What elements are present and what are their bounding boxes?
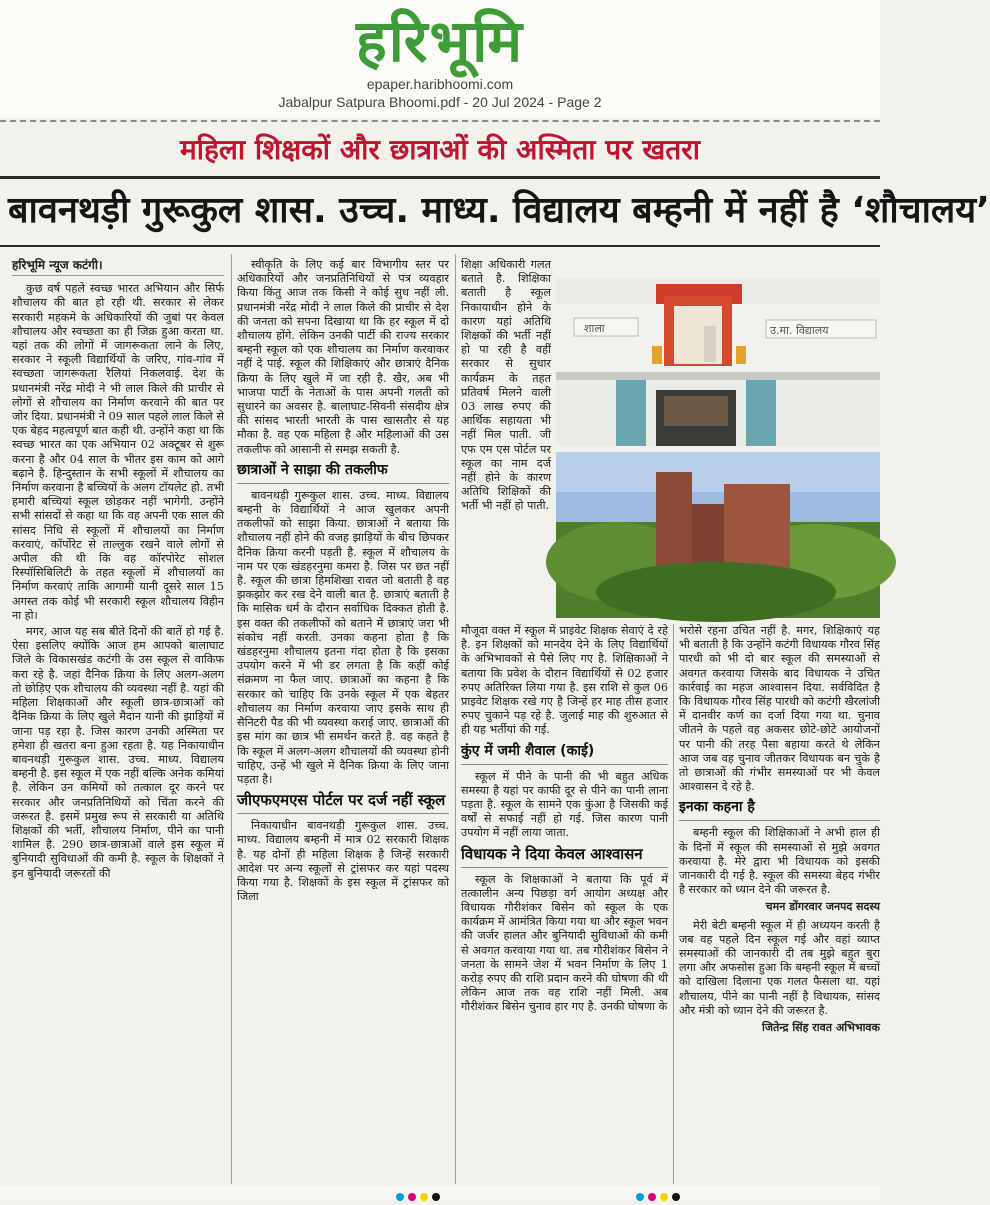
paragraph: मगर, आज यह सब बीते दिनों की बातें हो गई है. ऐसा इसलिए क्योंकि आज हम आपको बालाघाट जिले के विकासखंड कटंगी के उस स्कूल से वाकिफ करा रहे है. जहां दैनिक क्रिया के लिए अलग-अलग तो छोड़िए एक शौचालय की व्यवस्था नहीं है. यहां की महिला शिक्षकाओं और स्कूली छात्र-छात्राओं को दैनिक क्रिया के लिए खुले मैदान यानी की झाड़ियों में जाना पड़ रहा है. जिस कारण उनकी अस्मिता पर हमेशा ही खतरा बना हुआ रहता है. यह निकायाधीन बावनथड़ी गुरूकुल शास. उच्च. माध्य. विद्यालय बम्हनी है. इस स्कूल में एक नहीं बल्कि अनेक कमियां है. लेकिन उन कमियों को तत्काल दूर करने पर सरकार और जनप्रतिनिधियों को चिंता करने की जरूरत है. इसमें प्रमुख रूप से सरकारी या अतिथि शिक्षकों की भर्ती, शौचालय निर्माण, पीने का पानी शामिल है. 290 छात्र-छात्राओं वाले इस स्कूल में बुनियादी सुविधाओं की कमी है. स्कूल के शिक्षकों ने इन बुनियादी जरूरतों की — [12, 625, 224, 880]
school-building-photo — [556, 278, 880, 446]
subheading: कुंए में जमी शैवाल (काई) — [461, 742, 668, 765]
ruined-toilet-photo — [556, 452, 880, 618]
newspaper-logo: हरिभूमि — [355, 7, 525, 75]
column-2 — [237, 258, 449, 1186]
paragraph: बावनथड़ी गुरूकुल शास. उच्च. माध्य. विद्यालय बम्हनी के विद्यार्थियों ने आज खुलकर अपनी तकलीफों को साझा किया. छात्राओं ने बताया कि शौचालय नहीं होने की वजह झाड़ियों के बीच छिपकर दैनिक क्रिया करनी पड़ती है. स्कूल में शौचालय के नाम पर एक खंडहरनुमा कमरा है. जिस पर छत नहीं है. स्कूल की छात्रा हिमशिखा रावत जो बताती है वह झकझोर कर रख देने वाली बात है. छात्राएं बताती है कि मासिक धर्म के दौरान सर्वाधिक दिक्कत होती है. इस वक्त की तकलीफों को बताने में छात्राएं जरा भी संकोच नहीं करती. उनका कहना होता है कि खंडहरनुमा शौचालय इतना गंदा होता है कि इसका उपयोग करने में भी डर लगता है कि कहीं कोई संक्रमण ना फैल जाए. छात्राओं का कहना है कि सरकार को चाहिए कि उनके स्कूल में एक बेहतर शौचालय का निर्माण करवाया जाए इसके साथ ही सैनिटरी पैड की भी व्यवस्था कराई जाए. छात्राओं की इस मांग का छात्र भी समर्थन करते है. वह कहते है कि स्कूल में अलग-अलग शौचालयों की व्यवस्था होनी चाहिए, उन्हें भी खुले में दैनिक क्रिया के लिए जाना पड़ता है। — [237, 488, 449, 786]
epaper-url[interactable]: epaper.haribhoomi.com — [366, 76, 514, 92]
column-divider — [673, 624, 674, 1184]
paragraph: स्वीकृति के लिए कई बार विभागीय स्तर पर अधिकारियों और जनप्रतिनिधियों से पत्र व्यवहार किया किंतु आज तक किसी ने कोई सुध नहीं ली. प्रधानमंत्री नरेंद्र मोदी ने लाल किले की प्राचीर से देश की जनता को सपना दिखाया था कि हर स्कूल में दो शौचालय होंगे. लेकिन उनकी पार्टी की राज्य सरकार बम्हनी स्कूल को एक शौचालय का निर्माण करवाकर नहीं दे पाई. स्कूल की शिक्षिकाएं और छात्राएं दैनिक क्रिया के लिए खुले में जा रही है. खैर, अब भी भाजपा पार्टी के नेताओं के पास अपनी गलती को सुधारने का अवसर है. बालाघाट-सिवनी संसदीय क्षेत्र की सांसद भारती भारती के पास खासतौर से यह मौका है. वह एक महिला है और महिलाओं की उस तकलीफ को आसानी से समझ सकती है. — [237, 258, 449, 456]
headline-rule-top — [0, 176, 880, 179]
column-4 — [679, 624, 880, 1186]
headline-rule-bottom — [0, 245, 880, 247]
paragraph: निकायाधीन बावनथड़ी गुरूकुल शास. उच्च. माध्य. विद्यालय बम्हनी में मात्र 02 सरकारी शिक्षक है. यह दोनों ही महिला शिक्षक है जिन्हें सरकारी आदेश पर अन्य स्कूलों से ट्रांसफर कर यहां पदस्थ किया गया है. शिक्षकों के इस स्कूल में ट्रांसफर को जिला — [237, 819, 449, 904]
print-registration-marks — [0, 1186, 880, 1200]
quote-attribution: चमन डोंगरवार जनपद सदस्य — [765, 900, 880, 914]
paragraph: बम्हनी स्कूल की शिक्षिकाओं ने अभी हाल ही के दिनों में स्कूल की समस्याओं से मुझे अवगत करवाया है. मेरे द्वारा भी विधायक को इसकी जानकारी दी गई है. स्कूल की समस्या बेहद गंभीर है सरकार को ध्यान देने की जरूरत है. — [679, 826, 880, 897]
subheading: इनका कहना है — [679, 798, 880, 821]
masthead — [0, 0, 880, 118]
column-divider — [231, 254, 232, 1184]
building-sign-text: उ.मा. विद्यालय — [770, 324, 829, 337]
subheading: विधायक ने दिया केवल आश्वासन — [461, 845, 668, 868]
paragraph: मौजूदा वक्त में स्कूल में प्राइवेट शिक्षक सेवाएं दे रहे है. इन शिक्षकों को मानदेय देने के लिए विद्यार्थियों के अभिभावकों से पैसे लिए गए है. शिक्षिकाओं ने बताया कि प्रवेश के दौरान विद्यार्थियों से 02 हजार रुपए अतिरिक्त लिया गया है. इस राशि से कुल 06 प्राइवेट शिक्षक रखे गए है जिन्हें हर माह तीस हजार रुपए चुकाने पड़ रहे है. जुलाई माह की शुरुआत से ही यह भर्तीयां की गई. — [461, 624, 668, 737]
paragraph: स्कूल में पीने के पानी की भी बहुत अधिक समस्या है यहां पर काफी दूर से पीने का पानी लाना पड़ता है. स्कूल के सामने एक कुंआ है जिसकी कई वर्षों से सफाई नहीं हो गई. जिस कारण पानी उपयोग में नहीं लाया जाता. — [461, 769, 668, 840]
subheading: छात्राओं ने साझा की तकलीफ — [237, 461, 449, 484]
column-1 — [12, 258, 224, 1186]
column-3-narrow — [461, 258, 551, 622]
column-divider — [455, 254, 456, 1184]
paragraph: भरोसे रहना उचित नहीं है. मगर, शिक्षिकाएं यह भी बताती है कि उन्होंने कटंगी विधायक गौरव सिंह पारधी को भी दो बार स्कूल की समस्याओं से अवगत करवाया जिसके बाद विधायक ने उचित कार्रवाई का महज आश्वासन दिया. सर्वविदित है कि विधायक गौरव सिंह पारधी को कटंगी खैरलांजी में दानवीर कर्ण का दर्जा दिया गया था. चुनाव जीतने के पहले वह अकसर छोटे-छोटे आयोजनों पर पानी की तरह पैसा बहाया करते थे लेकिन आज जब वह चुनाव जीतकर विधायक बन चुके है तो छात्राओं की गंभीर समस्याओं पर भी केवल आश्वासन दे रहे है. — [679, 624, 880, 794]
byline: हरिभूमि न्यूज कटंगी। — [12, 258, 224, 276]
article-kicker: महिला शिक्षकों और छात्राओं की अस्मिता पर खतरा — [180, 133, 700, 166]
column-3 — [461, 624, 668, 1186]
paragraph: कुछ वर्ष पहले स्वच्छ भारत अभियान और सिर्फ शौचालय की बात हो रही थी. सरकार से लेकर सरकारी महकमे के अधिकारियों की जुबां पर केवल शौचालय और स्वच्छता का ही जिक्र हुआ करता था. यहां तक की लोगों में जागरूकता लाने के लिए, सरकार ने स्कूली विद्यार्थियों के जरिए, गांव-गांव में स्वच्छता जागरूकता रैलियां निकलवाई. देश के प्रधानमंत्री नरेंद्र मोदी ने भी लाल किले की प्राचीर से लोगों से शौचालय का निर्माण करवाने की बात पर जोर दिया. प्रधानमंत्री ने 09 साल पहले लाल किले से एक बेहद महत्वपूर्ण बात कही थी. उन्होंने कहा था कि स्वच्छ भारत का एक अभियान 02 अक्टूबर से शुरू करना है और 04 साल के भीतर इस काम को आगे बढ़ाने है. हिन्दुस्तान के सभी स्कूलों में शौचालय का निर्माण करवाना है बच्चियों के अलग टॉयलेट हो. तभी हमारी बच्चियां स्कूल छोड़कर नहीं भागेगी. उन्होंने सभी सांसदों से कहा था कि वह अपनी एक साल की सांसद निधि से स्कूलों में शौचालयों का निर्माण करवाएं, कॉर्पोरेट से ताल्लुक रखने वाले लोगों से अपील की थी कि वह कॉरपोरेट सोशल रिस्पॉसिबिलिटी के तहत स्कूलों में शौचालयों का निर्माण करवाएं ताकि आगामी यानी दूसरे साल 15 अगस्त तक कोई भी सरकारी स्कूल शौचालय विहीन ना हो। — [12, 282, 224, 622]
paragraph: मेरी बेटी बम्हनी स्कूल में ही अध्ययन करती है जब वह पहले दिन स्कूल गई और वहां व्याप्त समस्याओं की जानकारी दी तब मुझे बहुत बुरा लगा और अफसोस हुआ कि बम्हनी स्कूल में बच्चों को दाखिला दिलाना एक गलत फैसला था. यहां शौचालय, पीने का पानी नहीं है विधायक, सांसद और मंत्री को ध्यान देने की जरूरत है. — [679, 918, 880, 1017]
paragraph: शिक्षा अधिकारी गलत बताते है. शिक्षिका बताती है स्कूल निकायाधीन होने के कारण यहां अतिथि शिक्षकों की भर्ती नहीं हो पा रही है वहीं सरकार से सुधार कार्यक्रम के तहत प्रतिवर्ष मिलने वाली 03 लाख रुपए की आर्थिक सहायता भी नहीं मिल पाती. जी एफ एम एस पोर्टल पर स्कूल का नाम दर्ज नहीं होने के कारण अतिथि शिक्षिकों की भर्ती भी नहीं हो पाती. — [461, 258, 551, 513]
header-divider — [0, 120, 880, 122]
building-door-text: शाला — [584, 322, 605, 335]
quote-attribution: जितेन्द्र सिंह रावत अभिभावक — [761, 1021, 880, 1035]
paragraph: स्कूल के शिक्षकाओं ने बताया कि पूर्व में तत्कालीन अन्य पिछड़ा वर्ग आयोग अध्यक्ष और विधायक गौरीशंकर बिसेन को स्कूल के एक कार्यक्रम में आमंत्रित किया गया था और स्कूल भवन की जर्जर हालत और बुनियादी सुविधाओं की कमी से अवगत करवाया गया था. तब गौरीशंकर बिसेन ने जनता के सामने जेश में भवन निर्माण के लिए 1 करोड़ रुपए की राशि प्रदान करने की घोषणा की थी लेकिन आज तक वह राशि नहीं मिली. अब गौरीशंकर बिसेन चुनाव हार गए है. उनकी घोषणा के — [461, 872, 668, 1014]
edition-info: Jabalpur Satpura Bhoomi.pdf - 20 Jul 2024 - Page 2 — [278, 94, 602, 110]
subheading: जीएफएमएस पोर्टल पर दर्ज नहीं स्कूल — [237, 791, 449, 814]
article-headline: बावनथड़ी गुरूकुल शास. उच्च. माध्य. विद्यालय बम्हनी में नहीं है ‘शौचालय’ — [8, 190, 990, 231]
